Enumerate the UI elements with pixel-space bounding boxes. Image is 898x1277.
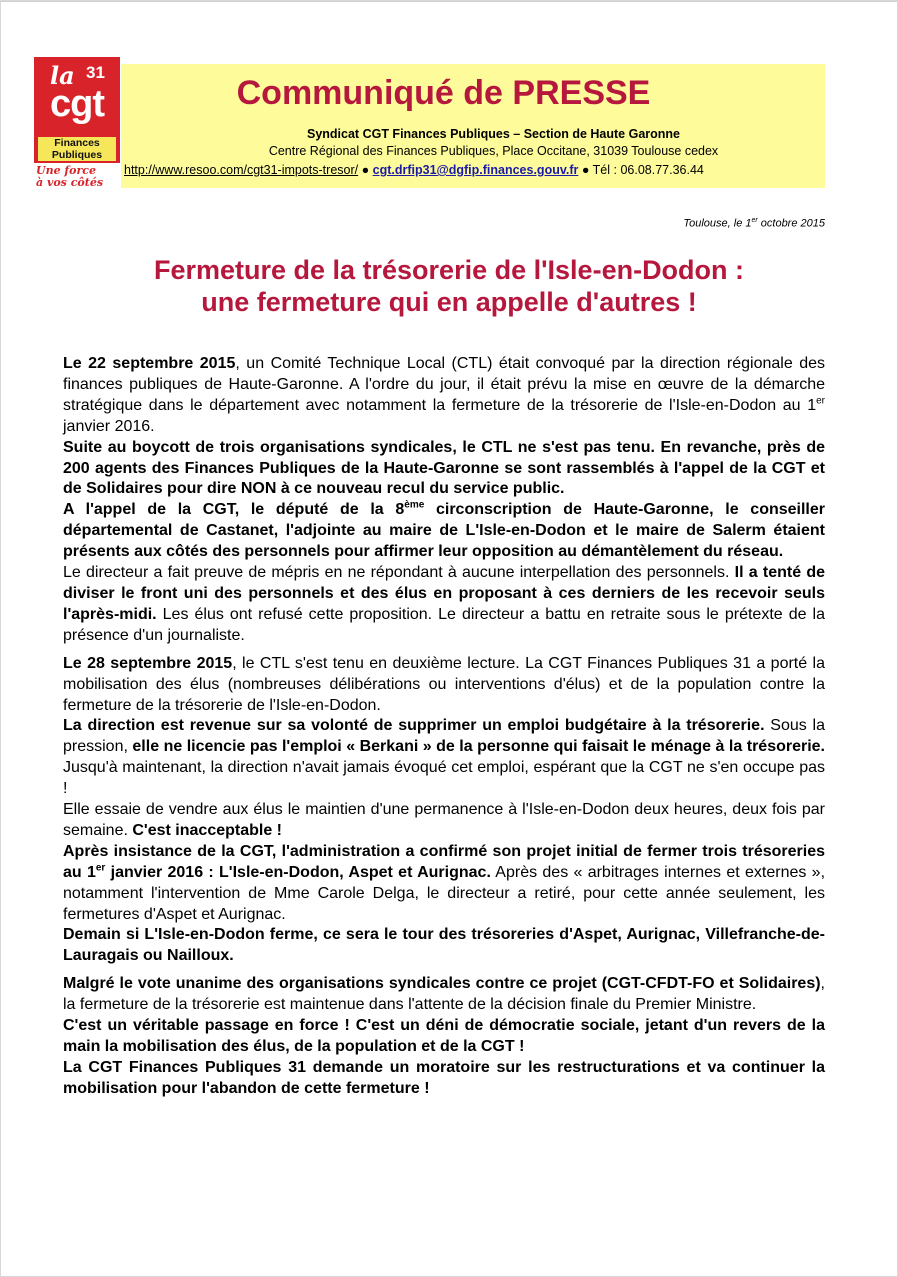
p8-bold1: Après insistance de la CGT, l'administration a confirmé son projet initial de fermer trois trésoreries au 1: [63, 842, 825, 881]
address: Centre Régional des Finances Publiques, Place Occitane, 31039 Toulouse cedex: [268, 144, 719, 158]
logo-finances-line2: Publiques: [51, 149, 103, 161]
p6-text2: Jusqu'à maintenant, la direction n'avait jamais évoqué cet emploi, espérant que la CGT ne s'en occupe pas !: [63, 759, 825, 798]
p1-bold: Le 22 septembre 2015: [63, 355, 236, 372]
date-sup: er: [751, 217, 758, 224]
p1-sup: er: [816, 395, 825, 407]
p6-text1: Sous la pression,: [63, 717, 825, 756]
p10-bold: Malgré le vote unanime des organisations syndicales contre ce projet (CGT-CFDT-FO et Solidaires): [63, 975, 821, 993]
date-suffix: octobre 2015: [757, 217, 825, 230]
logo-slogan-line1: Une force: [36, 164, 96, 177]
email-link[interactable]: cgt.drfip31@dgfip.finances.gouv.fr: [372, 163, 579, 177]
paragraph-10: [63, 974, 825, 1016]
paragraph-5: [63, 654, 825, 717]
p1-end: janvier 2016.: [63, 417, 155, 435]
p4-text2: Les élus ont refusé cette proposition. Le directeur a battu en retraite sous le prétexte de la présence d'un journaliste.: [63, 605, 825, 644]
paragraph-2: Suite au boycott de trois organisations syndicales, le CTL ne s'est pas tenu. En revanche, près de 200 agents des Finances Publiques de la Haute-Garonne se sont rassemblés à l'appel de la CGT et de Solidaires pour dire NON à ce nouveau recul du service public.: [63, 438, 825, 498]
date-prefix: Toulouse, le 1: [683, 217, 752, 230]
p1-text: , un Comité Technique Local (CTL) était convoqué par la direction régionale des finances publiques de Haute-Garonne. A l'ordre du jour, il était prévu la mise en œuvre de la démarche stratégique dans le département avec notamment la fermeture de la trésorerie de l'Isle-en-Dodon au 1: [63, 355, 825, 414]
paragraph-7: [63, 800, 825, 842]
paragraph-9: Demain si L'Isle-en-Dodon ferme, ce sera le tour des trésoreries d'Aspet, Aurignac, Villefranche-de-Lauragais ou Nailloux.: [63, 926, 825, 965]
p4-text1: Le directeur a fait preuve de mépris en ne répondant à aucune interpellation des personnels.: [63, 564, 735, 582]
logo-la: la: [50, 61, 75, 90]
p8-text: Après des « arbitrages internes et externes », notamment l'intervention de Mme Carole Delga, le directeur a retiré, pour cette année seulement, les fermetures d'Aspet et Aurignac.: [63, 863, 826, 923]
logo-slogan: [36, 165, 122, 189]
logo-cgt: cgt: [50, 83, 104, 125]
p6-bold1: La direction est revenue sur sa volonté de supprimer un emploi budgétaire à la trésorerie.: [63, 717, 765, 735]
p6-bold2: elle ne licencie pas l'emploi « Berkani » de la personne qui faisait le ménage à la trésorerie.: [132, 738, 826, 756]
p5-text: , le CTL s'est tenu en deuxième lecture. La CGT Finances Publiques 31 a porté la mobilisation des élus (nombreuses délibérations ou interventions d'élus) et de la population contre la fermeture de la trésorerie de l'Isle-en-Dodon.: [63, 654, 825, 714]
website-link[interactable]: http://www.resoo.com/cgt31-impots-tresor/: [124, 163, 359, 177]
phone: Tél : 06.08.77.36.44: [592, 163, 704, 177]
date-line: [683, 217, 825, 230]
contact-line: [124, 163, 824, 177]
paragraph-12: La CGT Finances Publiques 31 demande un moratoire sur les restructurations et va continuer la mobilisation pour l'abandon de cette fermeture !: [63, 1058, 825, 1097]
paragraph-1: [63, 354, 825, 438]
paragraph-3: [63, 500, 825, 563]
p3-b: circonscription de Haute-Garonne, le conseiller départemental de Castanet, l'adjointe au maire de L'Isle-en-Dodon et le maire de Salerm étaient présents aux côtés des personnels pour affirmer leur opposition au démantèlement du réseau.: [63, 501, 826, 561]
p3-sup: ème: [404, 500, 425, 512]
cgt-logo: [34, 57, 120, 192]
bullet-1: ●: [361, 163, 370, 177]
press-title: Communiqué de PRESSE: [236, 74, 651, 112]
paragraph-gap: [63, 647, 825, 654]
paragraph-8: [63, 842, 825, 926]
p10-text: , la fermeture de la trésorerie est maintenue dans l'attente de la décision finale du Premier Ministre.: [63, 975, 825, 1014]
paragraph-11: C'est un véritable passage en force ! C'est un déni de démocratie sociale, jetant d'un revers de la main la mobilisation des élus, de la population et de la CGT !: [63, 1017, 825, 1055]
main-title: [60, 254, 838, 318]
logo-slogan-line2: à vos côtés: [36, 176, 104, 189]
p5-bold: Le 28 septembre 2015: [63, 654, 233, 672]
paragraph-6: [63, 716, 825, 800]
p7-text: Elle essaie de vendre aux élus le maintien d'une permanence à l'Isle-en-Dodon deux heures, deux fois par semaine.: [63, 801, 825, 839]
main-title-line1: Fermeture de la trésorerie de l'Isle-en-Dodon :: [153, 255, 745, 285]
p7-bold: C'est inacceptable !: [132, 821, 283, 839]
p8-bold2: janvier 2016 : L'Isle-en-Dodon, Aspet et Aurignac.: [105, 863, 491, 881]
logo-number: 31: [86, 63, 105, 82]
main-title-line2: une fermeture qui en appelle d'autres !: [201, 287, 697, 317]
syndicat-name: Syndicat CGT Finances Publiques – Section de Haute Garonne: [307, 127, 680, 141]
p8-sup: er: [95, 862, 106, 874]
logo-finances-line1: Finances: [54, 137, 100, 149]
bullet-2: ●: [581, 163, 590, 177]
article-body: [63, 354, 825, 1100]
paragraph-4: [63, 563, 825, 647]
p4-bold: Il a tenté de diviser le front uni des personnels et des élus en proposant à ces derniers de les recevoir seuls l'après-midi.: [63, 564, 825, 623]
p3-a: A l'appel de la CGT, le député de la 8: [63, 501, 405, 519]
paragraph-gap: [63, 967, 825, 974]
logo-finances-text: [38, 137, 116, 161]
